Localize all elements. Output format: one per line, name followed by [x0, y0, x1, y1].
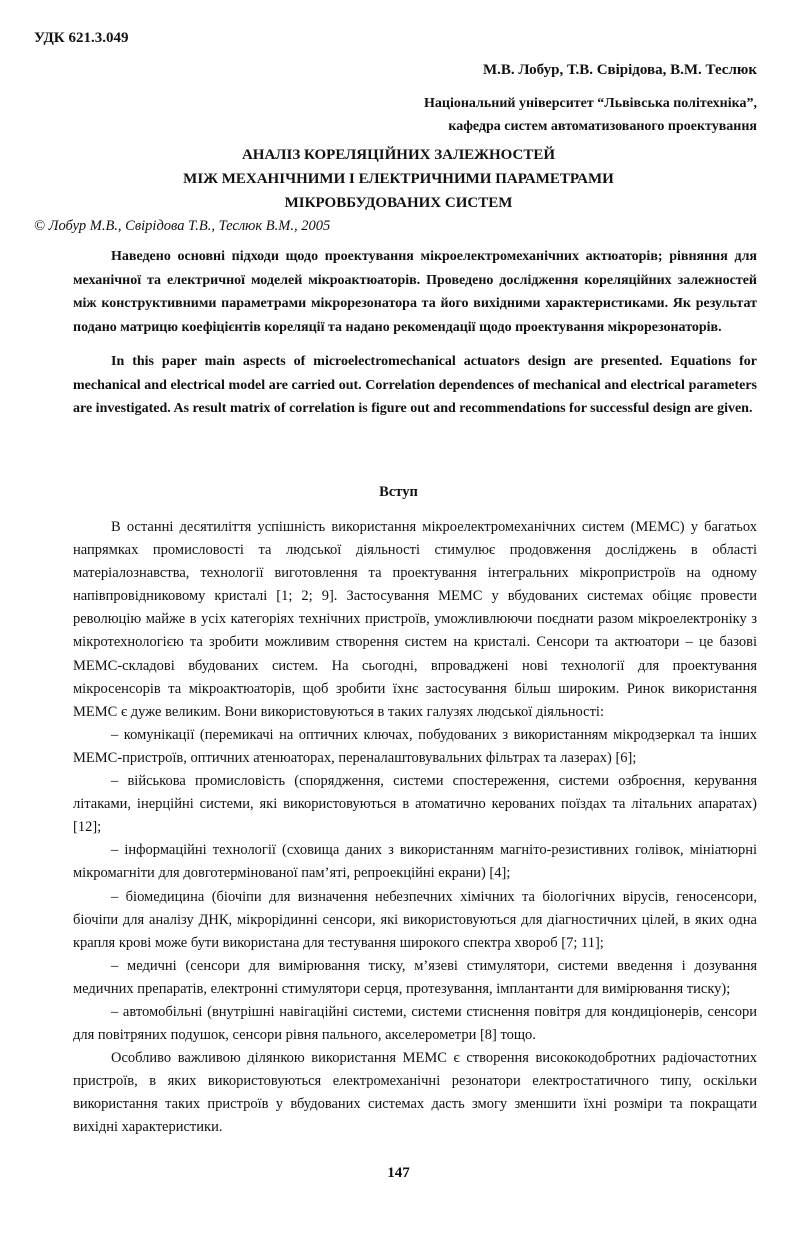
abstract-english: In this paper main aspects of microelectromechanical actuators design are presented. Equations for mechanical and electrical model are carried out. Correlation dependences of mechanical and electrical parameters are investigated. As result matrix of correlation is figure out and recommendations for successful design are given. — [73, 354, 757, 417]
title-line-1: АНАЛІЗ КОРЕЛЯЦІЙНИХ ЗАЛЕЖНОСТЕЙ — [241, 147, 556, 163]
list-item-information-tech: – інформаційні технології (сховища даних з використанням магніто-резистивних голівок, мініатюрні мікромагніти для довготермінованої пам’яті, репроекційні екрани) [4]; — [73, 842, 757, 882]
list-item-automotive: – автомобільні (внутрішні навігаційні системи, системи стиснення повітря для кондиціонерів, сенсори для повітряних подушок, сенсори рівня пального, акселерометри [8] тощо. — [73, 1003, 757, 1044]
copyright-line: © Лобур М.В., Свірідова Т.В., Теслюк В.М., 2005 — [34, 218, 331, 234]
paper-title — [0, 143, 797, 215]
title-line-2: МІЖ МЕХАНІЧНИМИ І ЕЛЕКТРИЧНИМИ ПАРАМЕТРАМИ — [183, 171, 614, 187]
title-line-3: МІКРОВБУДОВАНИХ СИСТЕМ — [284, 195, 513, 211]
udk-code: УДК 621.3.049 — [34, 30, 129, 46]
list-item-communications: – комунікації (перемикачі на оптичних ключах, побудованих з використанням мікродзеркал та інших МЕМС-пристроїв, оптичних атенюаторах, переналаштовувальних фільтрах та лазерах) [6]; — [73, 726, 757, 766]
body-paragraph-2: Особливо важливою ділянкою використання МЕМС є створення висококодобротних радіочастотних пристроїв, в яких використовуються електромеханічні резонатори електростатичного типу, оскільки використання таких пристроїв у вбудованих системах дасть змогу зменшити їхні розміри та покращати вихідні характеристики. — [73, 1050, 757, 1136]
body-paragraph-1: В останні десятиліття успішність використання мікроелектромеханічних систем (МЕМС) у багатьох напрямках промисловості та людської діяльності стимулює продовження досліджень в області матеріалознавства, технології виготовлення та проектування інтегральних мікропристроїв на одному напівпровідниковому кристалі [1; 2; 9]. Застосування МЕМС у вбудованих системах обіцяє провести революцію майже в усіх категоріях технічних пристроїв, уможливлюючи поєднати разом мікроелектроніку з мікротехнологією та зробити можливим створення систем на кристалі. Сенсори та актюатори – це базові МЕМС-складові вбудованих систем. На сьогодні, впроваджені нові технології для проектування мікросенсорів та мікроактюаторів, щоб зробити їхнє застосування більш широким. Ринок використання МЕМС є дуже великим. Вони використовуються в таких галузях людської діяльності: — [73, 519, 757, 720]
authors: М.В. Лобур, Т.В. Свірідова, В.М. Теслюк — [482, 62, 757, 78]
page-number: 147 — [387, 1165, 410, 1181]
list-item-biomedicine: – біомедицина (біочіпи для визначення небезпечних хімічних та біологічних вірусів, геносенсори, біочіпи для аналізу ДНК, мікрорідинні сенсори, які використовуються для діагностичних цілей, в яких одна крапля крові може бути використана для тестування широкого спектра хвороб [7; 11]; — [73, 888, 757, 951]
list-item-medical: – медичні (сенсори для вимірювання тиску, м’язеві стимулятори, системи введення і дозування медичних препаратів, електронні стимулятори серця, протезування, імплантанти для вимірювання тиску); — [73, 957, 757, 997]
affiliation-line-2: кафедра систем автоматизованого проектування — [448, 119, 757, 134]
affiliation-line-1: Національний університет “Львівська політехніка”, — [424, 96, 757, 111]
intro-body — [73, 516, 757, 1140]
abstract-ukrainian: Наведено основні підходи щодо проектування мікроелектромеханічних актюаторів; рівняння для механічної та електричної моделей мікроактюаторів. Проведено дослідження кореляційних залежностей між конструктивними параметрами мікрорезонатора та його вихідними характеристиками. Як результат подано матрицю коефіцієнтів кореляції та надано рекомендації щодо проектування мікрорезонаторів. — [73, 249, 757, 335]
section-heading-intro: Вступ — [379, 484, 418, 500]
list-item-military: – військова промисловість (спорядження, системи спостереження, системи озброєння, керування літаками, інерційні системи, які використовуються в атоматично керованих поїздах та літальних апаратах) [12]; — [73, 773, 757, 836]
affiliation — [424, 92, 757, 138]
